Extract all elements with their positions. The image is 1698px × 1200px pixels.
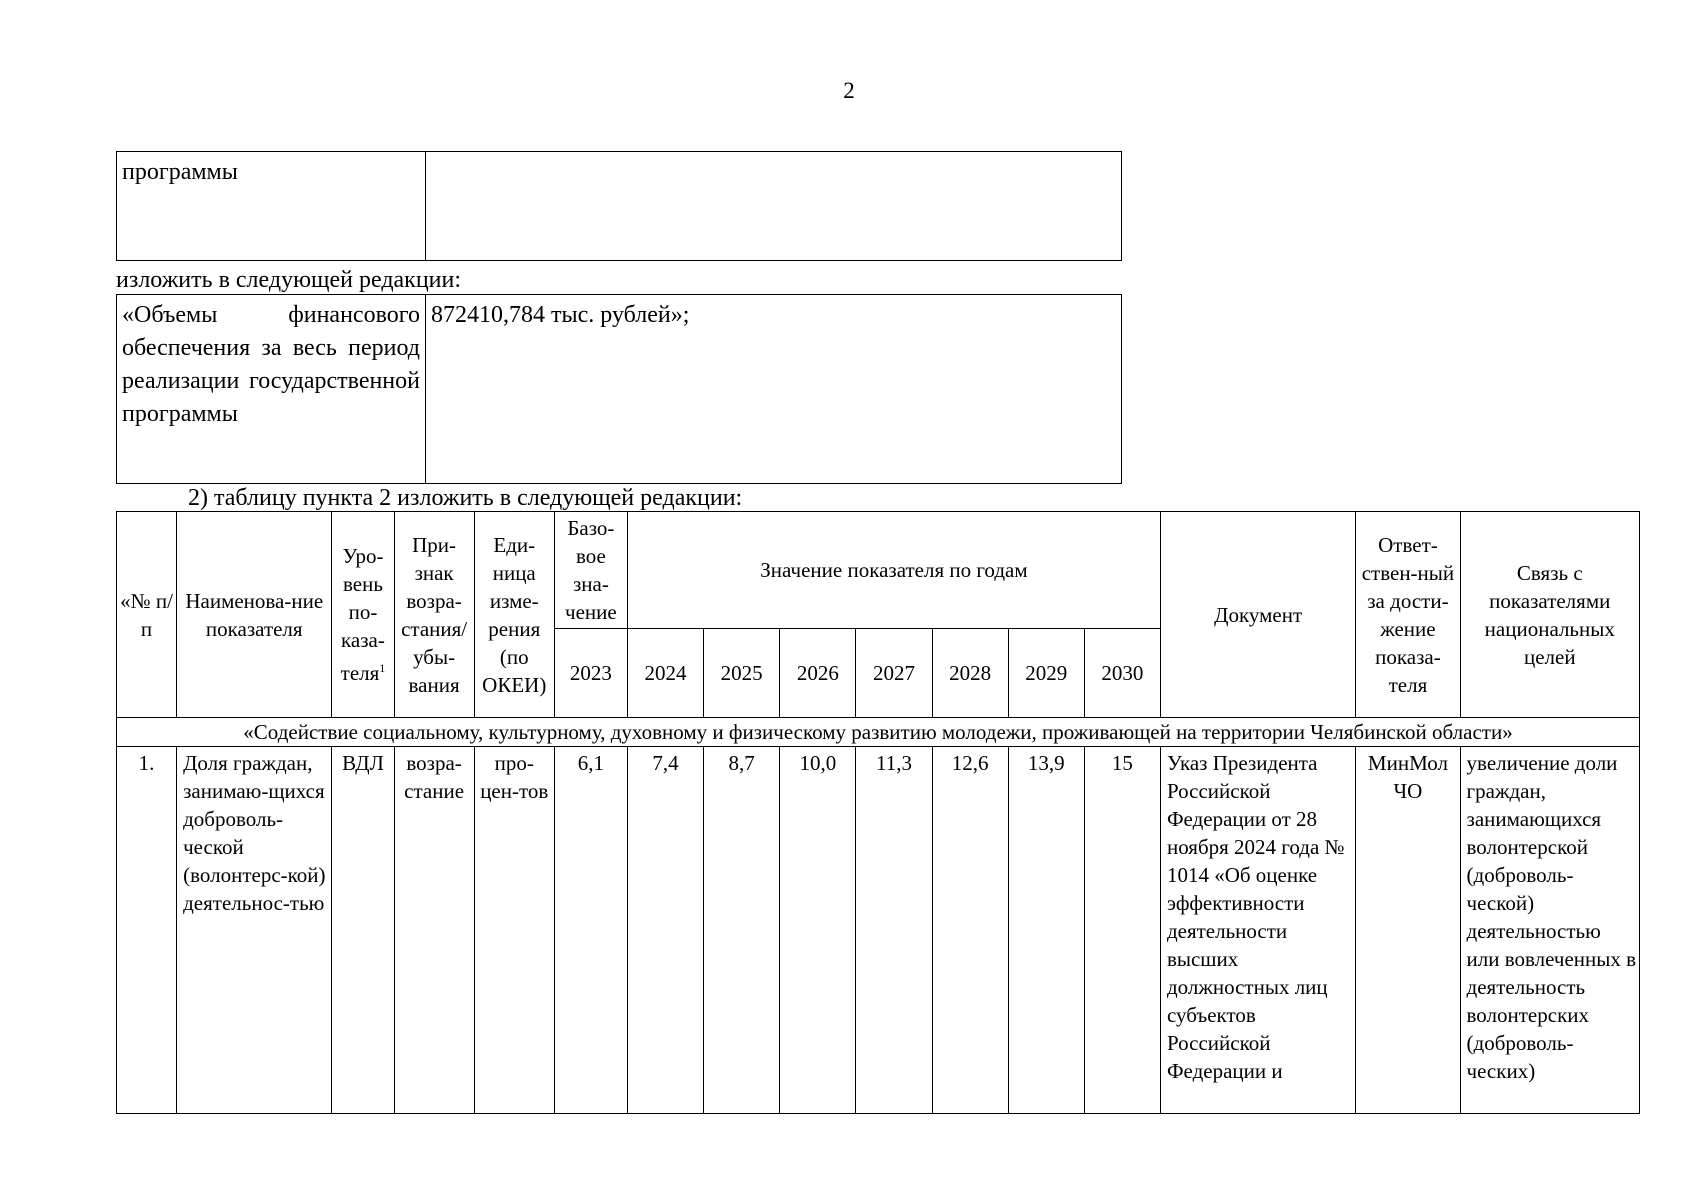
section-title: «Содействие социальному, культурному, духовному и физическому развитию молодежи, проживающей на территории Челябинской области» bbox=[117, 718, 1640, 747]
row-base: 6,1 bbox=[554, 747, 627, 1114]
edit-instruction: изложить в следующей редакции: bbox=[116, 267, 462, 293]
header-year: 2025 bbox=[704, 629, 780, 718]
header-responsible: Ответ-ствен-ный за дости-жение показа-теля bbox=[1356, 512, 1460, 718]
header-unit: Еди-ница изме-рения (по ОКЕИ) bbox=[474, 512, 554, 718]
table-edit-instruction: 2) таблицу пункта 2 изложить в следующей редакции: bbox=[188, 485, 743, 511]
row-value: 12,6 bbox=[932, 747, 1008, 1114]
header-year: 2030 bbox=[1084, 629, 1160, 718]
header-year: 2024 bbox=[627, 629, 703, 718]
row-name: Доля граждан, занимаю-щихся доброволь-ческой (волонтерс-кой) деятельнос-тью bbox=[177, 747, 332, 1114]
program-table-fragment bbox=[116, 151, 1122, 261]
row-value: 11,3 bbox=[856, 747, 932, 1114]
header-name: Наименова-ние показателя bbox=[177, 512, 332, 718]
header-link: Связь с показателями национальных целей bbox=[1460, 512, 1639, 718]
row-value: 8,7 bbox=[704, 747, 780, 1114]
row-value: 15 bbox=[1084, 747, 1160, 1114]
row-num: 1. bbox=[117, 747, 177, 1114]
page-number: 2 bbox=[843, 78, 855, 103]
header-base-year: 2023 bbox=[554, 629, 627, 718]
header-year: 2029 bbox=[1008, 629, 1084, 718]
row-sign: возра-стание bbox=[394, 747, 474, 1114]
header-num: «№ п/п bbox=[117, 512, 177, 718]
header-years-group: Значение показателя по годам bbox=[627, 512, 1160, 629]
program-table-left-cell: программы bbox=[117, 152, 426, 261]
financing-label-cell: «Объемы финансового обеспечения за весь период реализации государственной программы bbox=[117, 295, 426, 484]
row-responsible: МинМол ЧО bbox=[1356, 747, 1460, 1114]
header-base: Базо-вое зна-чение bbox=[554, 512, 627, 629]
header-year: 2027 bbox=[856, 629, 932, 718]
row-value: 13,9 bbox=[1008, 747, 1084, 1114]
program-table-right-cell bbox=[426, 152, 1122, 261]
section-row bbox=[117, 718, 1640, 747]
header-document: Документ bbox=[1160, 512, 1355, 718]
header-level: Уро-вень по-каза-теля$^1$ bbox=[332, 512, 394, 718]
header-year: 2026 bbox=[780, 629, 856, 718]
row-link: увеличение доли граждан, занимающихся волонтерской (доброволь-ческой) деятельностью или вовлеченных в деятельность волонтерских (доброволь-ческих) bbox=[1460, 747, 1639, 1114]
row-value: 10,0 bbox=[780, 747, 856, 1114]
row-level: ВДЛ bbox=[332, 747, 394, 1114]
header-year: 2028 bbox=[932, 629, 1008, 718]
indicators-table bbox=[116, 511, 1640, 1114]
table-row bbox=[117, 747, 1640, 1114]
financing-value-cell: 872410,784 тыс. рублей»; bbox=[426, 295, 1122, 484]
header-sign: При-знак возра-стания/ убы-вания bbox=[394, 512, 474, 718]
row-unit: про-цен-тов bbox=[474, 747, 554, 1114]
header-row bbox=[117, 512, 1640, 629]
row-value: 7,4 bbox=[627, 747, 703, 1114]
financing-table bbox=[116, 294, 1122, 484]
row-document: Указ Президента Российской Федерации от 28 ноября 2024 года № 1014 «Об оценке эффективности деятельности высших должностных лиц субъектов Российской Федерации и bbox=[1160, 747, 1355, 1114]
